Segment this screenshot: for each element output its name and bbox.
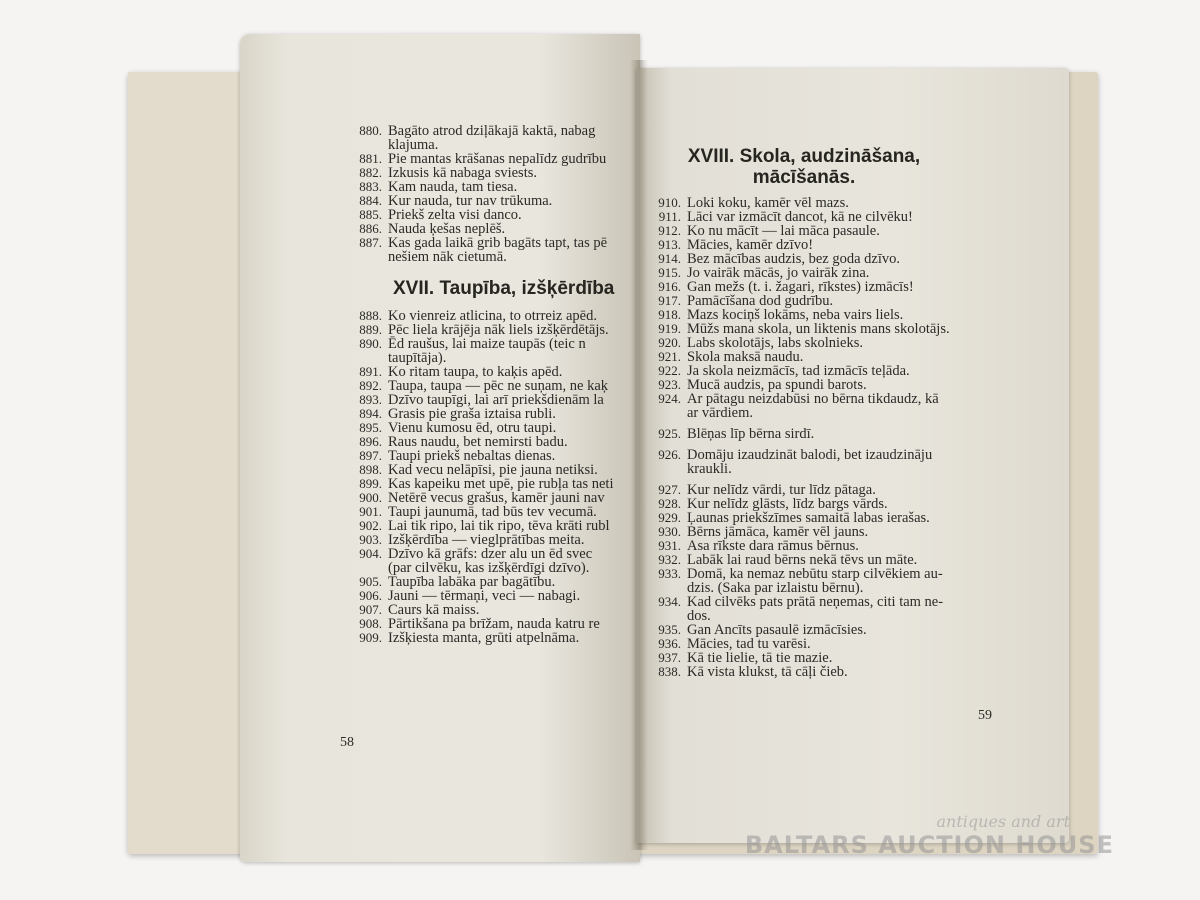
proverb-number: 895. (359, 420, 382, 435)
proverb-number: 882. (359, 165, 382, 180)
proverb-number: 934. (658, 594, 681, 609)
proverb-entry (355, 393, 639, 407)
proverb-number: 928. (658, 496, 681, 511)
proverb-entry (355, 449, 639, 463)
proverb-number: 886. (359, 221, 382, 236)
proverb-text: Kā tie lielie, tā tie mazie. (687, 650, 833, 666)
proverb-entry (654, 637, 954, 651)
proverb-text: Blēņas līp bērna sirdī. (687, 426, 815, 442)
proverb-text: Jauni — tērmaņi, veci — nabagi. (388, 588, 581, 604)
proverb-number: 931. (658, 538, 681, 553)
proverb-entry (355, 491, 639, 505)
proverb-text: Izkusis kā nabaga sviests. (388, 165, 537, 181)
proverb-text: Taupi jaunumā, tad būs tev vecumā. (388, 504, 597, 520)
proverb-text: Mācies, kamēr dzīvo! (687, 237, 814, 253)
proverb-entry (355, 379, 639, 393)
proverb-text: Ko nu mācīt — lai māca pasaule. (687, 223, 880, 239)
proverb-number: 881. (359, 151, 382, 166)
proverb-entry (654, 553, 954, 567)
proverb-entry (355, 309, 639, 323)
section-heading-xviii-line1: XVIII. Skola, audzināšana, (687, 146, 921, 167)
proverb-entry (355, 505, 639, 519)
proverb-entry (355, 435, 639, 449)
proverb-number: 917. (658, 293, 681, 308)
proverb-text: Ļaunas priekšzīmes samaitā labas ierašas. (687, 510, 930, 526)
proverb-entry (355, 631, 639, 645)
proverb-text: Nauda ķešas neplēš. (388, 221, 506, 237)
proverb-number: 902. (359, 518, 382, 533)
proverb-entry (654, 378, 954, 392)
proverb-text-continuation: taupītāja). (388, 350, 447, 366)
proverb-number: 890. (359, 336, 382, 351)
proverb-number: 891. (359, 364, 382, 379)
proverb-entry (654, 350, 954, 364)
proverb-number: 918. (658, 307, 681, 322)
left-page-text (355, 124, 639, 645)
book-cover-left-edge (128, 72, 253, 854)
proverb-entry (654, 322, 954, 336)
proverb-text: Jo vairāk mācās, jo vairāk zina. (687, 265, 870, 281)
proverb-number: 838. (658, 664, 681, 679)
proverb-text: Skola maksā naudu. (687, 349, 804, 365)
proverb-text: Gan Ancīts pasaulē izmācīsies. (687, 622, 867, 638)
proverb-entry (654, 497, 954, 511)
proverb-list-school (654, 196, 954, 679)
proverb-text: Bērns jāmāca, kamēr vēl jauns. (687, 524, 869, 540)
proverb-number: 885. (359, 207, 382, 222)
proverb-entry (654, 238, 954, 252)
proverb-text: Mucā audzis, pa spundi barots. (687, 377, 867, 393)
proverb-entry (654, 266, 954, 280)
proverb-entry (355, 365, 639, 379)
proverb-number: 932. (658, 552, 681, 567)
proverb-text: Kad cilvēks pats prātā neņemas, citi tam ne- (687, 594, 944, 610)
proverb-number: 927. (658, 482, 681, 497)
proverb-entry (654, 595, 954, 623)
proverb-entry (654, 336, 954, 350)
proverb-entry (355, 589, 639, 603)
proverb-entry (355, 208, 639, 222)
proverb-entry (355, 617, 639, 631)
proverb-entry (654, 210, 954, 224)
proverb-number: 900. (359, 490, 382, 505)
proverb-text: Kas kapeiku met upē, pie rubļa tas neti (388, 476, 614, 492)
proverb-text: Taupi priekš nebaltas dienas. (388, 448, 556, 464)
proverb-number: 919. (658, 321, 681, 336)
proverb-text: Dzīvo taupīgi, lai arī priekšdienām la (388, 392, 604, 408)
proverb-number: 901. (359, 504, 382, 519)
proverb-entry (355, 547, 639, 575)
proverb-number: 905. (359, 574, 382, 589)
proverb-entry (355, 463, 639, 477)
proverb-entry (355, 222, 639, 236)
proverb-text: Pārtikšana pa brīžam, nauda katru re (388, 616, 600, 632)
proverb-entry (355, 166, 639, 180)
proverb-number: 909. (359, 630, 382, 645)
proverb-text-continuation: dzis. (Saka par izlaistu bērnu). (687, 580, 864, 596)
proverb-number: 880. (359, 124, 382, 138)
proverb-entry (355, 603, 639, 617)
proverb-text: Grasis pie graša iztaisa rubli. (388, 406, 556, 422)
proverb-number: 904. (359, 546, 382, 561)
proverb-text: Domāju izaudzināt balodi, bet izaudzināju (687, 447, 933, 463)
proverb-number: 892. (359, 378, 382, 393)
proverb-text: Izšķērdība — vieglprātības meita. (388, 532, 585, 548)
proverb-text: Kur nauda, tur nav trūkuma. (388, 193, 553, 209)
proverb-text-continuation: nešiem nāk cietumā. (388, 249, 507, 265)
proverb-text: Kur nelīdz glāsts, līdz bargs vārds. (687, 496, 888, 512)
proverb-text: Raus naudu, bet nemirsti badu. (388, 434, 568, 450)
proverb-number: 936. (658, 636, 681, 651)
proverb-text: Pēc liela krājēja nāk liels izšķērdētājs. (388, 322, 609, 338)
proverb-entry (654, 525, 954, 539)
proverb-number: 897. (359, 448, 382, 463)
proverb-text: Ko vienreiz atlicina, to otrreiz apēd. (388, 308, 597, 324)
right-page-text (654, 146, 954, 679)
proverb-text: Kur nelīdz vārdi, tur līdz pātaga. (687, 482, 876, 498)
proverb-number: 937. (658, 650, 681, 665)
watermark-tagline: antiques and art (936, 812, 1070, 831)
proverb-entry (654, 427, 954, 441)
proverb-text: Ēd raušus, lai maize taupās (teic n (388, 336, 586, 352)
proverb-entry (355, 575, 639, 589)
proverb-entry (654, 224, 954, 238)
proverb-entry (355, 533, 639, 547)
proverb-number: 887. (359, 235, 382, 250)
proverb-text: Bagāto atrod dziļākajā kaktā, nabag (388, 124, 596, 139)
proverb-text-continuation: ar vārdiem. (687, 405, 754, 421)
proverb-number: 907. (359, 602, 382, 617)
proverb-number: 924. (658, 391, 681, 406)
proverb-text-continuation: kraukli. (687, 461, 732, 477)
proverb-number: 894. (359, 406, 382, 421)
page-number-left: 58 (340, 735, 354, 750)
proverb-text: Kad vecu nelāpīsi, pie jauna netiksi. (388, 462, 598, 478)
proverb-number: 930. (658, 524, 681, 539)
proverb-number: 908. (359, 616, 382, 631)
proverb-text: Mūžs mana skola, un liktenis mans skolotājs. (687, 321, 950, 337)
proverb-text: Domā, ka nemaz nebūtu starp cilvēkiem au- (687, 566, 943, 582)
proverb-entry (654, 392, 954, 420)
proverb-entry (654, 665, 954, 679)
proverb-number: 898. (359, 462, 382, 477)
proverb-text-continuation: dos. (687, 608, 711, 624)
proverb-number: 914. (658, 251, 681, 266)
proverb-number: 893. (359, 392, 382, 407)
proverb-text: Kā vista klukst, tā cāļi čieb. (687, 664, 848, 680)
proverb-list-finance (355, 124, 639, 264)
proverb-number: 929. (658, 510, 681, 525)
proverb-number: 884. (359, 193, 382, 208)
proverb-text-continuation: (par cilvēku, kas izšķērdīgi dzīvo). (388, 560, 590, 576)
proverb-entry (355, 152, 639, 166)
proverb-entry (654, 623, 954, 637)
section-heading-xvii: XVII. Taupība, izšķērdība (393, 278, 615, 299)
section-heading-xviii (654, 146, 954, 188)
proverb-entry (654, 448, 954, 476)
proverb-number: 920. (658, 335, 681, 350)
proverb-entry (355, 337, 639, 365)
proverb-number: 899. (359, 476, 382, 491)
proverb-text-continuation: klajuma. (388, 137, 439, 153)
proverb-number: 906. (359, 588, 382, 603)
proverb-number: 910. (658, 195, 681, 210)
proverb-entry (355, 421, 639, 435)
proverb-number: 883. (359, 179, 382, 194)
watermark-brand: BALTARS AUCTION HOUSE (744, 831, 1114, 859)
proverb-entry (355, 180, 639, 194)
proverb-entry (355, 323, 639, 337)
proverb-text: Kas gada laikā grib bagāts tapt, tas pē (388, 235, 608, 251)
proverb-entry (355, 124, 639, 152)
proverb-entry (355, 194, 639, 208)
section-heading-xviii-line2: mācīšanās. (752, 167, 856, 188)
proverb-number: 935. (658, 622, 681, 637)
proverb-text: Priekš zelta visi danco. (388, 207, 522, 223)
proverb-number: 913. (658, 237, 681, 252)
proverb-number: 889. (359, 322, 382, 337)
proverb-text: Izšķiesta manta, grūti atpelnāma. (388, 630, 580, 645)
proverb-number: 921. (658, 349, 681, 364)
proverb-text: Taupa, taupa — pēc ne suņam, ne kaķ (388, 378, 609, 394)
page-number-right: 59 (978, 708, 992, 723)
proverb-text: Pie mantas krāšanas nepalīdz gudrību (388, 151, 607, 167)
proverb-text: Asa rīkste dara rāmus bērnus. (687, 538, 859, 554)
proverb-text: Ar pātagu neizdabūsi no bērna tikdaudz, kā (687, 391, 939, 407)
proverb-entry (654, 308, 954, 322)
proverb-entry (355, 477, 639, 491)
proverb-text: Kam nauda, tam tiesa. (388, 179, 518, 195)
proverb-list-thrift (355, 309, 639, 645)
proverb-text: Labāk lai raud bērns nekā tēvs un māte. (687, 552, 918, 568)
proverb-entry (654, 294, 954, 308)
proverb-text: Bez mācības audzis, bez goda dzīvo. (687, 251, 900, 267)
proverb-entry (654, 483, 954, 497)
proverb-text: Ko ritam taupa, to kaķis apēd. (388, 364, 563, 380)
proverb-text: Dzīvo kā grāfs: dzer alu un ēd svec (388, 546, 593, 562)
proverb-entry (654, 252, 954, 266)
proverb-text: Netērē vecus grašus, kamēr jauni nav (388, 490, 605, 506)
proverb-number: 922. (658, 363, 681, 378)
proverb-text: Pamācīšana dod gudrību. (687, 293, 834, 309)
proverb-number: 888. (359, 308, 382, 323)
proverb-number: 926. (658, 447, 681, 462)
proverb-number: 903. (359, 532, 382, 547)
proverb-text: Ja skola neizmācīs, tad izmācīs teļāda. (687, 363, 910, 379)
auction-watermark (745, 812, 1114, 859)
proverb-entry (654, 567, 954, 595)
proverb-number: 916. (658, 279, 681, 294)
proverb-entry (654, 651, 954, 665)
proverb-number: 911. (658, 209, 681, 224)
proverb-entry (355, 407, 639, 421)
proverb-entry (654, 511, 954, 525)
proverb-entry (355, 236, 639, 264)
proverb-entry (654, 280, 954, 294)
proverb-text: Taupība labāka par bagātību. (388, 574, 556, 590)
proverb-text: Lāci var izmācīt dancot, kā ne cilvēku! (687, 209, 913, 225)
proverb-number: 912. (658, 223, 681, 238)
proverb-text: Vienu kumosu ēd, otru taupi. (388, 420, 557, 436)
proverb-text: Caurs kā maiss. (388, 602, 480, 618)
proverb-entry (355, 519, 639, 533)
proverb-number: 933. (658, 566, 681, 581)
proverb-text: Mazs kociņš lokāms, neba vairs liels. (687, 307, 904, 323)
proverb-text: Gan mežs (t. i. žagari, rīkstes) izmācīs! (687, 279, 914, 295)
proverb-entry (654, 539, 954, 553)
proverb-number: 896. (359, 434, 382, 449)
proverb-number: 925. (658, 426, 681, 441)
proverb-number: 923. (658, 377, 681, 392)
proverb-text: Lai tik ripo, lai tik ripo, tēva krāti rubl (388, 518, 610, 534)
proverb-text: Mācies, tad tu varēsi. (687, 636, 811, 652)
proverb-entry (654, 364, 954, 378)
proverb-text: Loki koku, kamēr vēl mazs. (687, 195, 849, 211)
proverb-number: 915. (658, 265, 681, 280)
proverb-text: Labs skolotājs, labs skolnieks. (687, 335, 864, 351)
proverb-entry (654, 196, 954, 210)
